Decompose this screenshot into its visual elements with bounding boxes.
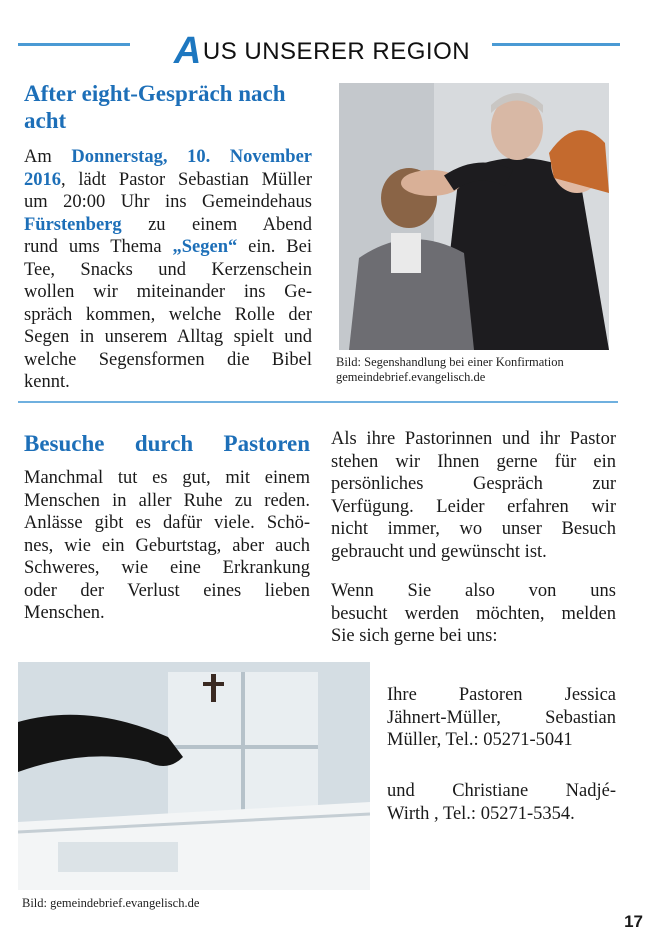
text-line <box>24 371 312 394</box>
text-line <box>331 541 616 564</box>
line-text: persönliches Gespräch zur <box>331 474 616 494</box>
text-line <box>331 473 616 496</box>
title-rest: US UNSERER REGION <box>202 38 471 65</box>
line-text: und Christiane Nadjé- <box>387 781 616 801</box>
line-text: Segen in unserem Alltag spielt und <box>24 327 312 347</box>
text-line <box>24 467 310 490</box>
line-text: , lädt Pastor Sebastian Müller <box>61 169 312 190</box>
text-line <box>24 169 312 192</box>
text-line <box>24 557 310 580</box>
text-line <box>24 191 312 214</box>
section-title <box>172 26 472 72</box>
hospital-visit-photo-art <box>18 662 370 890</box>
line-text: Jähnert-Müller, Sebastian <box>387 707 616 728</box>
text-line <box>24 580 310 603</box>
contact-pastors <box>387 684 616 752</box>
line-text: Wirth , Tel.: 05271-5354. <box>387 803 575 824</box>
section-divider <box>18 401 618 403</box>
text-line <box>24 349 312 372</box>
highlight-text: „Segen“ <box>172 237 238 257</box>
confirmation-photo-art <box>339 83 609 350</box>
line-text: wollen wir miteinander ins Ge- <box>24 282 312 302</box>
line-text: nicht immer, wo unser Besuch <box>331 519 616 539</box>
line-text: rund ums Thema <box>24 237 173 257</box>
line-text: Schweres, wie eine Erkrankung <box>24 558 310 578</box>
line-text: oder der Verlust eines lieben <box>24 580 310 601</box>
text-line <box>331 625 616 648</box>
line-text: ein. Bei <box>237 237 313 257</box>
text-line <box>331 518 616 541</box>
line-text: Als ihre Pastorinnen und ihr Pastor <box>331 429 616 449</box>
header-rule-right <box>492 43 620 46</box>
line-text: Müller, Tel.: 05271-5041 <box>387 730 573 750</box>
line-text: um 20:00 Uhr ins Gemeindehaus <box>24 192 312 212</box>
line-text: nes, wie ein Geburtstag, aber auch <box>24 535 310 556</box>
text-line <box>331 428 616 451</box>
line-text: Menschen. <box>24 603 105 623</box>
text-line <box>24 490 310 513</box>
contact-christiane <box>387 780 616 825</box>
line-text: besucht werden möchten, melden <box>331 603 616 624</box>
text-line <box>24 259 312 282</box>
confirmation-photo <box>339 83 609 350</box>
line-text: Anlässe gibt es dafür viele. Schö- <box>24 513 310 533</box>
text-line <box>331 496 616 519</box>
text-line <box>387 729 616 752</box>
text-line <box>24 512 310 535</box>
line-text: kennt. <box>24 372 70 392</box>
article1-heading: After eight-Gespräch nach acht <box>24 81 286 133</box>
text-line <box>24 281 312 304</box>
page-number: 17 <box>624 912 643 931</box>
text-line <box>24 602 310 625</box>
text-line <box>24 326 312 349</box>
text-line <box>387 803 616 826</box>
line-text: zu einem Abend <box>121 214 312 235</box>
line-text: Tee, Snacks und Kerzenschein <box>24 259 312 280</box>
text-line <box>24 535 310 558</box>
line-text: Am <box>24 147 72 167</box>
photo1-caption: Bild: Segenshandlung bei einer Konfirmation gemeindebrief.evangelisch.de <box>336 355 564 384</box>
text-line <box>387 684 616 707</box>
hospital-visit-photo <box>18 662 370 890</box>
article2-right-paragraph1 <box>331 428 616 563</box>
article2-right-paragraph2 <box>331 580 616 648</box>
highlight-text: Fürstenberg <box>24 214 122 235</box>
photo2-caption: Bild: gemeindebrief.evangelisch.de <box>22 896 200 910</box>
highlight-text: 2016 <box>24 169 61 190</box>
line-text: Manchmal tut es gut, mit einem <box>24 468 310 488</box>
highlight-text: Donnerstag, 10. November <box>71 147 312 167</box>
text-line <box>387 780 616 803</box>
line-text: stehen wir Ihnen gerne für ein <box>331 451 616 472</box>
article2-heading: Besuche durch Pastoren <box>24 431 310 456</box>
text-line <box>24 146 312 169</box>
line-text: Ihre Pastoren Jessica <box>387 685 616 705</box>
text-line <box>24 214 312 237</box>
text-line <box>331 603 616 626</box>
line-text: spräch kommen, welche Rolle der <box>24 304 312 325</box>
header-rule-left <box>18 43 130 46</box>
article1-body <box>24 146 312 394</box>
text-line <box>24 304 312 327</box>
line-text: welche Segensformen die Bibel <box>24 349 312 370</box>
title-initial: A <box>173 30 202 72</box>
line-text: Wenn Sie also von uns <box>331 581 616 601</box>
line-text: Sie sich gerne bei uns: <box>331 626 498 646</box>
line-text: Menschen in aller Ruhe zu reden. <box>24 490 310 511</box>
text-line <box>331 451 616 474</box>
article2-left-text <box>24 467 310 625</box>
line-text: gebraucht und gewünscht ist. <box>331 541 547 562</box>
text-line <box>24 236 312 259</box>
text-line <box>331 580 616 603</box>
text-line <box>387 707 616 730</box>
line-text: Verfügung. Leider erfahren wir <box>331 496 616 517</box>
